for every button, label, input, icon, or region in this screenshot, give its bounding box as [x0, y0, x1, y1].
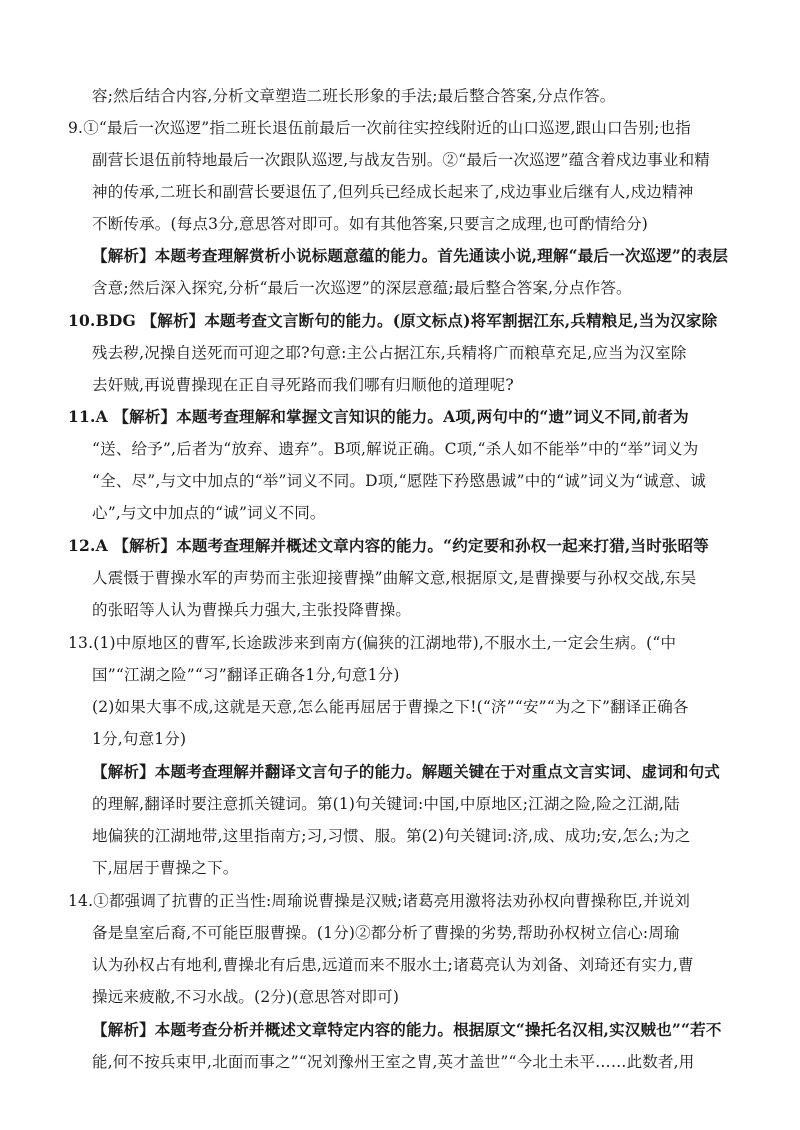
- text-line: 去奸贼,再说曹操现在正自寻死路而我们哪有归顺他的道理呢?: [92, 376, 514, 394]
- text-line: 操远来疲敝,不习水战。(2分)(意思答对即可): [92, 988, 400, 1006]
- text-line: 心”,与文中加点的“诚”词义不同。: [92, 504, 326, 522]
- analysis-line: 【解析】本题考查分析并概述文章特定内容的能力。根据原文“操托名汉相,实汉贼也”“若不: [92, 1020, 722, 1039]
- analysis-line: 【解析】本题考查理解赏析小说标题意蕴的能力。首先通读小说,理解“最后一次巡逻”的表层: [92, 246, 729, 265]
- text-line: 1分,句意1分): [92, 730, 187, 748]
- answer-14-line: 14.①都强调了抗曹的正当性:周瑜说曹操是汉贼;诸葛亮用激将法劝孙权向曹操称臣,并说刘: [68, 892, 691, 910]
- text-line: 副营长退伍前特地最后一次跟队巡逻,与战友告别。②“最后一次巡逻”蕴含着戍边事业和精: [92, 151, 710, 169]
- answer-9-line: 9.①“最后一次巡逻”指二班长退伍前最后一次前往实控线附近的山口巡逻,跟山口告别;也指: [68, 119, 691, 137]
- text-line: 不断传承。(每点3分,意思答对即可。如有其他答案,只要言之成理,也可酌情给分): [92, 215, 649, 233]
- text-line: 国”“江湖之险”“习”翻译正确各1分,句意1分): [92, 666, 400, 684]
- text-line: 的理解,翻译时要注意抓关键词。第(1)句关键词:中国,中原地区;江湖之险,险之江湖,陆: [92, 795, 680, 813]
- text-line: 备是皇室后裔,不可能臣服曹操。(1分)②都分析了曹操的劣势,帮助孙权树立信心:周瑜: [92, 924, 680, 942]
- text-line: 容;然后结合内容,分析文章塑造二班长形象的手法;最后整合答案,分点作答。: [92, 87, 616, 105]
- answer-13-line: 13.(1)中原地区的曹军,长途跋涉来到南方(偏狭的江湖地带),不服水土,一定会生病。(“中: [68, 634, 677, 652]
- text-line: “送、给予”,后者为“放弃、遗弃”。B项,解说正确。C项,“杀人如不能举”中的“举”词义为: [92, 440, 699, 458]
- text-line: 神的传承,二班长和副营长要退伍了,但列兵已经成长起来了,戍边事业后继有人,戍边精神: [92, 183, 694, 201]
- answer-11-line: 11.A 【解析】本题考查理解和掌握文言知识的能力。A项,两句中的“遗”词义不同,前者为: [68, 407, 689, 426]
- analysis-line: 【解析】本题考查理解并翻译文言句子的能力。解题关键在于对重点文言实词、虚词和句式: [92, 762, 721, 781]
- text-line: 人震慑于曹操水军的声势而主张迎接曹操”曲解文意,根据原文,是曹操要与孙权交战,东吴: [92, 569, 697, 587]
- text-line: 地偏狭的江湖地带,这里指南方;习,习惯、服。第(2)句关键词:济,成、成功;安,怎么;为之: [92, 827, 691, 845]
- text-line: 下,屈居于曹操之下。: [92, 859, 239, 877]
- text-line: 残去秽,况操自送死而可迎之耶?句意:主公占据江东,兵精将广而粮草充足,应当为汉室除: [92, 344, 687, 362]
- text-line: 的张昭等人认为曹操兵力强大,主张投降曹操。: [92, 601, 412, 619]
- answer-10-line: 10.BDG 【解析】本题考查文言断句的能力。(原文标点)将军割据江东,兵精粮足,当为汉家除: [68, 311, 718, 330]
- text-line: “全、尽”,与文中加点的“举”词义不同。D项,“愿陛下矜愍愚诚”中的“诚”词义为“诚意、诚: [92, 472, 707, 490]
- text-line: 认为孙权占有地利,曹操北有后患,远道而来不服水土;诸葛亮认为刘备、刘琦还有实力,曹: [92, 956, 694, 974]
- text-line: 能,何不按兵束甲,北面而事之”“况刘豫州王室之胄,英才盖世”“今北土未平……此数者,用: [92, 1053, 695, 1071]
- answer-12-line: 12.A 【解析】本题考查理解并概述文章内容的能力。“约定要和孙权一起来打猎,当时张昭等: [68, 536, 710, 555]
- text-line: (2)如果大事不成,这就是天意,怎么能再屈居于曹操之下!(“济”“安”“为之下”翻译正确各: [92, 698, 689, 716]
- text-line: 含意;然后深入探究,分析“最后一次巡逻”的深层意蕴;最后整合答案,分点作答。: [92, 279, 632, 297]
